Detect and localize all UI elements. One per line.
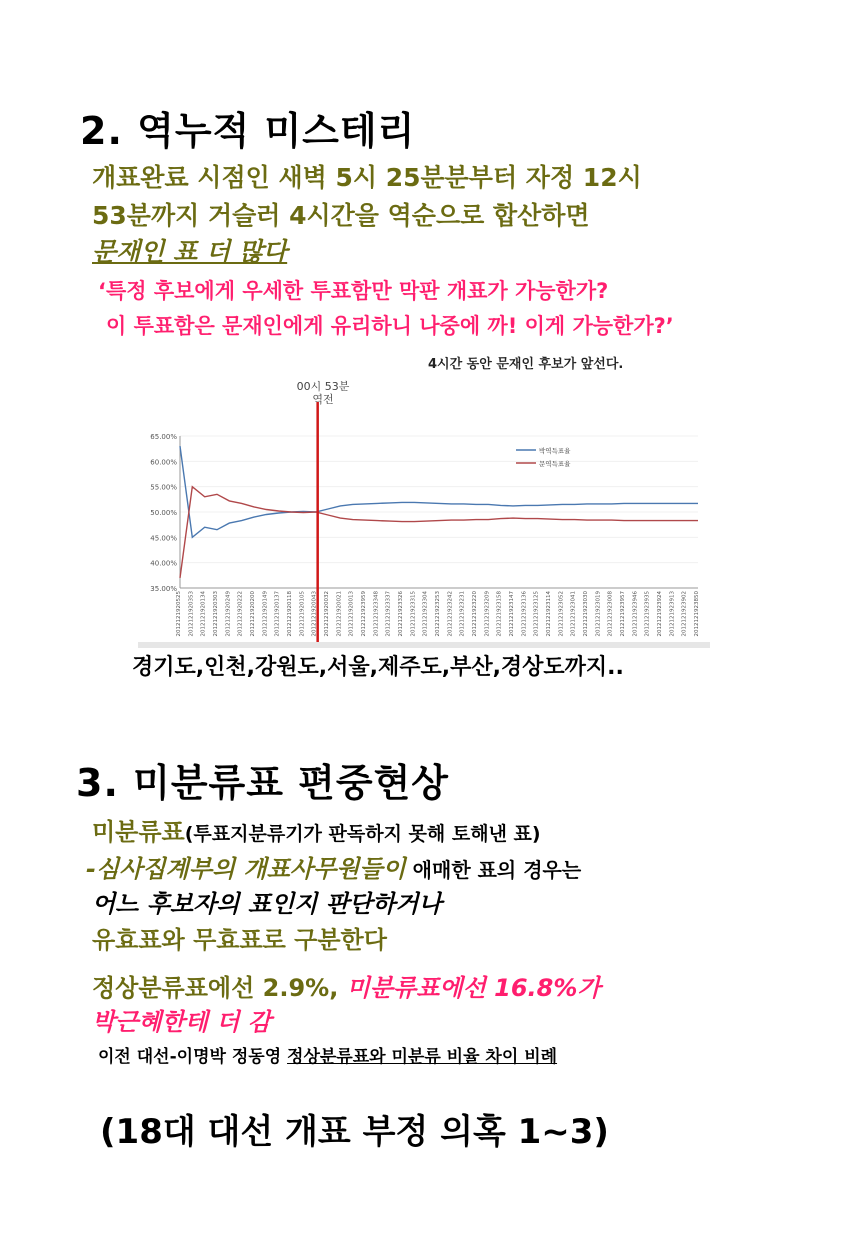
x-tick-label: 2012121923850 <box>694 591 700 637</box>
x-tick-label: 2012121920032 <box>324 591 330 637</box>
y-tick-label: 40.00% <box>150 559 177 568</box>
x-tick-label: 2012121923041 <box>570 591 577 637</box>
chart-svg <box>138 350 710 642</box>
staff-desc: 애매한 표의 경우는 <box>405 858 582 882</box>
x-tick-label: 2012121923348 <box>373 591 380 637</box>
section2-line3: 문재인 표 더 많다 <box>92 237 288 266</box>
staff-label: -심사집계부의 개표사무원들이 <box>86 855 406 883</box>
legend-label: 문역득표율 <box>539 460 571 468</box>
unclassified-desc: (투표지분류기가 판독하지 못해 토해낸 표) <box>184 823 541 845</box>
section3-line7 <box>98 1042 557 1067</box>
series-line-moon <box>180 487 698 578</box>
ratio-note: 정상분류표와 미분류 비율 차이 비례 <box>287 1047 558 1067</box>
section2-title: 2. 역누적 미스테리 <box>80 109 416 153</box>
x-tick-label: 2012121923337 <box>385 591 392 637</box>
section3-line5 <box>92 968 601 1003</box>
x-tick-label: 2012121920222 <box>237 591 244 637</box>
unclassified-label: 미분류표 <box>92 818 185 846</box>
x-tick-label: 2012121920525 <box>176 591 182 637</box>
x-tick-label: 2012121923158 <box>496 591 503 637</box>
y-tick-label: 45.00% <box>150 534 177 543</box>
section3-line3: 어느 후보자의 표인지 판단하거나 <box>92 890 442 918</box>
x-tick-label: 2012121923913 <box>669 591 676 637</box>
y-tick-label: 35.00% <box>150 585 177 593</box>
chart-title: 4시간 동안 문재인 후보가 앞선다. <box>428 357 624 372</box>
footer-title: (18대 대선 개표 부정 의혹 1~3) <box>100 1112 609 1152</box>
x-tick-label: 2012121923125 <box>533 591 540 637</box>
x-tick-label: 2012121923052 <box>558 591 565 637</box>
annotation-word: 역전 <box>312 393 334 406</box>
y-tick-label: 60.00% <box>150 458 177 467</box>
x-tick-label: 2012121923147 <box>509 591 515 637</box>
x-tick-label: 2012121920134 <box>200 591 207 637</box>
x-tick-label: 2012121923242 <box>447 591 454 637</box>
x-tick-label: 2012121920043 <box>311 591 318 637</box>
previous-election: 이전 대선-이명박 정동영 <box>98 1047 288 1067</box>
section3-line4: 유효표와 무효표로 구분한다 <box>92 926 387 954</box>
section2-line1: 개표완료 시점인 새벽 5시 25분분부터 자정 12시 <box>92 163 642 192</box>
reverse-cumulative-chart <box>138 350 710 648</box>
y-tick-label: 50.00% <box>150 509 177 517</box>
section3-line1 <box>92 812 541 847</box>
x-tick-label: 2012121920200 <box>250 591 256 637</box>
x-tick-label: 2012121920149 <box>262 591 269 637</box>
annotation-time: 00시 53분 <box>296 380 350 393</box>
section2-quote2: 이 투표함은 문재인에게 유리하니 나중에 까! 이게 가능한가?’ <box>106 314 674 338</box>
x-tick-label: 2012121923315 <box>410 591 417 637</box>
x-tick-label: 2012121920105 <box>299 591 306 637</box>
x-tick-label: 2012121923231 <box>459 591 466 637</box>
chart-caption: 경기도,인천,강원도,서울,제주도,부산,경상도까지.. <box>132 655 624 680</box>
x-tick-label: 2012121923304 <box>422 591 429 637</box>
x-tick-label: 2012121920249 <box>225 591 232 637</box>
x-tick-label: 2012121920137 <box>274 591 281 637</box>
x-tick-label: 2012121923326 <box>398 591 404 637</box>
x-tick-label: 2012121923220 <box>472 591 478 637</box>
legend-label: 박역득표율 <box>539 447 571 455</box>
x-tick-label: 2012121920303 <box>213 591 219 637</box>
x-tick-label: 2012121923114 <box>546 591 552 637</box>
x-tick-label: 2012121923253 <box>435 591 441 637</box>
section2-line2: 53분까지 거슬러 4시간을 역순으로 합산하면 <box>92 201 590 230</box>
section3-line6: 박근혜한테 더 감 <box>92 1008 271 1036</box>
x-tick-label: 2012121923959 <box>361 591 367 637</box>
x-tick-label: 2012121923902 <box>681 591 688 637</box>
y-tick-label: 55.00% <box>150 483 177 492</box>
x-tick-label: 2012121920353 <box>188 591 195 637</box>
x-tick-label: 2012121923030 <box>583 591 589 637</box>
x-tick-label: 2012121920013 <box>348 591 355 637</box>
x-tick-label: 2012121923019 <box>595 591 602 637</box>
x-tick-label: 2012121920118 <box>287 591 293 637</box>
x-tick-label: 2012121923924 <box>657 591 663 637</box>
x-tick-label: 2012121923136 <box>521 591 528 637</box>
x-tick-label: 2012121923008 <box>607 591 614 637</box>
x-tick-label: 2012121923209 <box>484 591 491 637</box>
x-tick-label: 2012121923957 <box>620 591 626 637</box>
section3-title: 3. 미분류표 편중현상 <box>76 761 449 805</box>
y-tick-label: 65.00% <box>150 433 177 441</box>
x-tick-label: 2012121923946 <box>632 591 639 637</box>
x-tick-label: 2012121923935 <box>644 591 651 637</box>
x-tick-label: 2012121920021 <box>336 591 343 637</box>
section2-quote1: ‘특정 후보에게 우세한 투표함만 막판 개표가 가능한가? <box>98 279 609 303</box>
section3-line2 <box>86 849 581 884</box>
unclassified-ratio: 미분류표에선 16.8%가 <box>346 974 601 1002</box>
normal-ratio: 정상분류표에선 2.9%, <box>92 974 347 1002</box>
series-line-park <box>180 446 698 537</box>
